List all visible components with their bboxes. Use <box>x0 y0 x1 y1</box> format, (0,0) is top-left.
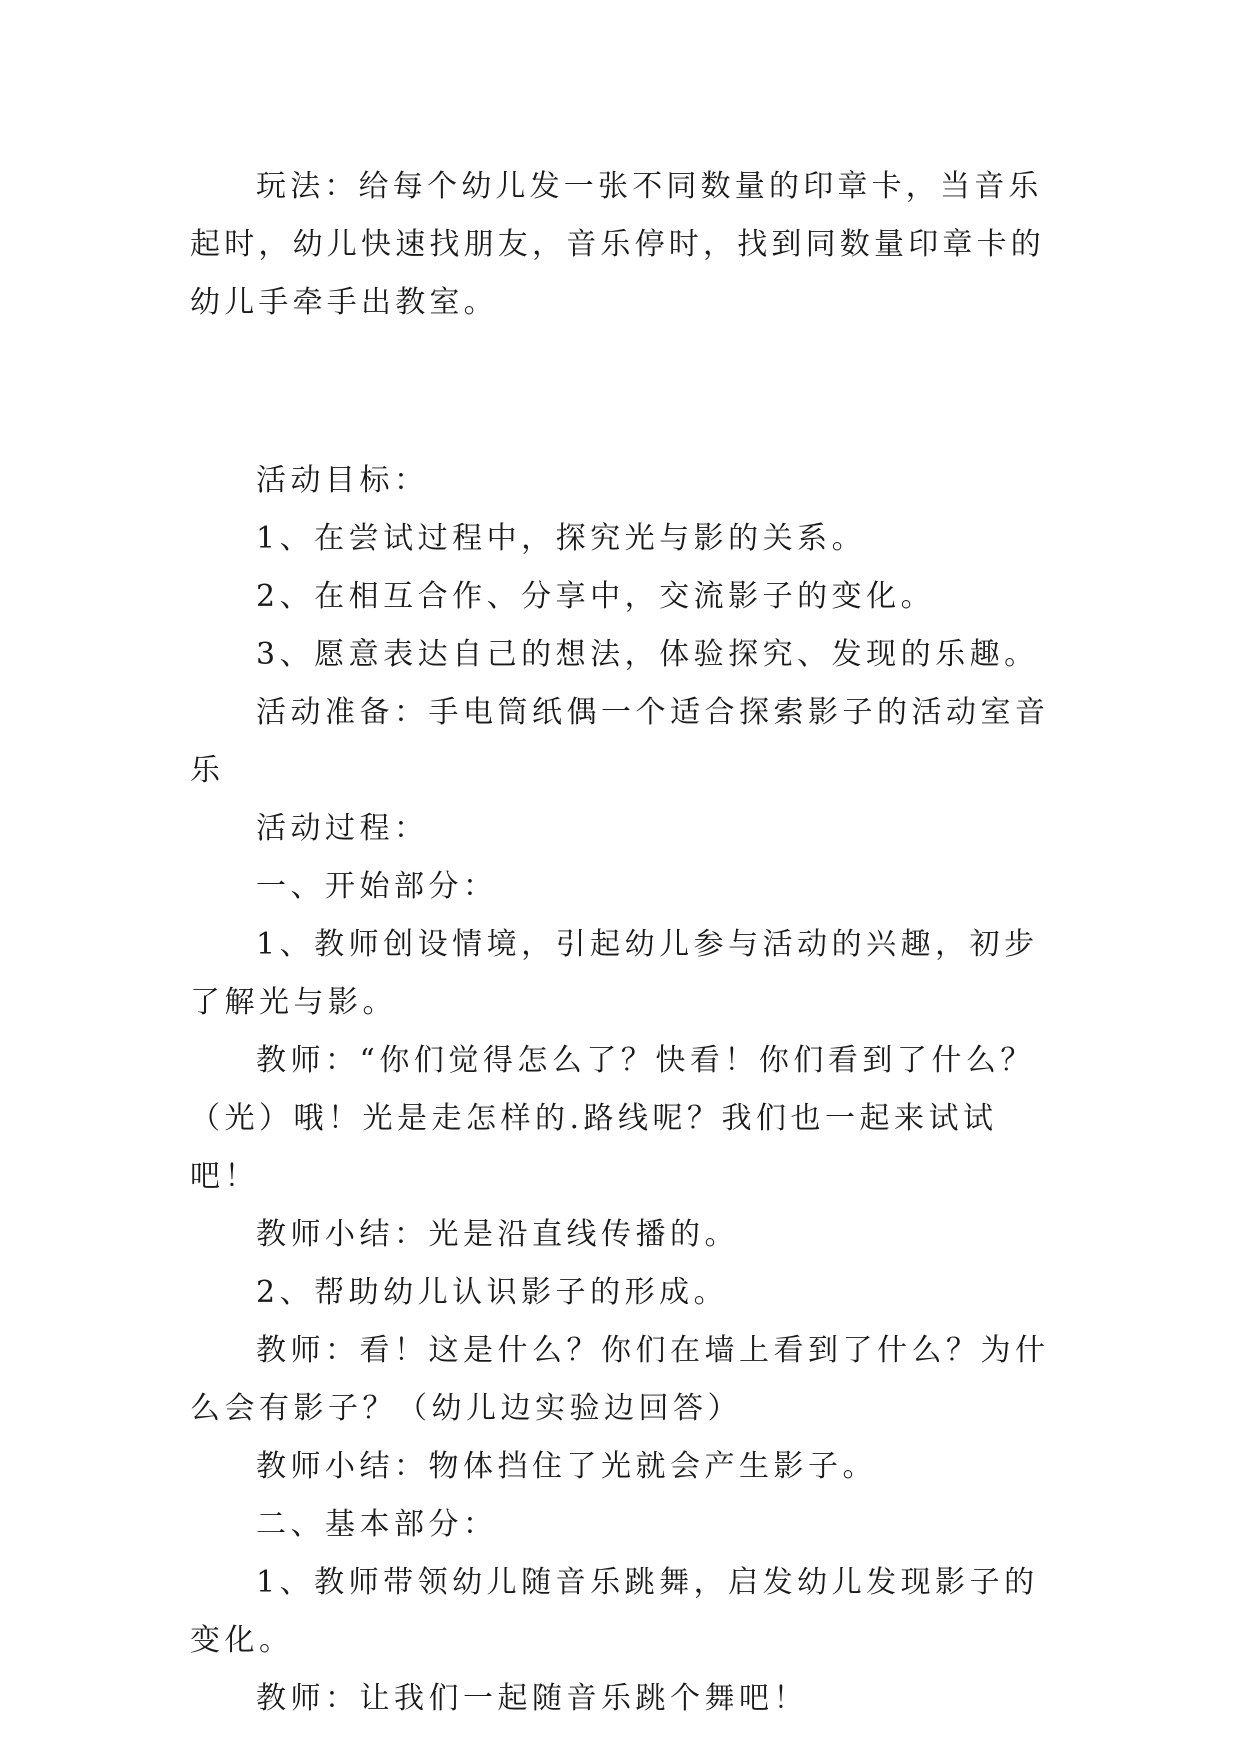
goal-item-3: 3、愿意表达自己的想法，体验探究、发现的乐趣。 <box>256 637 1039 672</box>
teacher-summary-2: 教师小结：物体挡住了光就会产生影子。 <box>256 1449 877 1484</box>
heading-activity-goals: 活动目标： <box>256 463 429 498</box>
heading-activity-process: 活动过程： <box>256 811 429 846</box>
document-body <box>190 158 1050 1728</box>
teacher-summary-1: 教师小结：光是沿直线传播的。 <box>256 1217 739 1252</box>
paragraph-game-rules: 玩法：给每个幼儿发一张不同数量的印章卡，当音乐起时，幼儿快速找朋友，音乐停时，找到同数量印章卡的幼儿手牵手出教室。 <box>190 169 1045 320</box>
teacher-dialogue-2: 教师：看！这是什么？你们在墙上看到了什么？为什么会有影子？（幼儿边实验边回答） <box>190 1333 1050 1426</box>
step-2-paragraph: 2、帮助幼儿认识影子的形成。 <box>256 1275 729 1310</box>
goal-item-1: 1、在尝试过程中，探究光与影的关系。 <box>256 521 867 556</box>
activity-preparation: 活动准备：手电筒纸偶一个适合探索影子的活动室音乐 <box>190 695 1050 788</box>
basic-step-1-paragraph: 1、教师带领幼儿随音乐跳舞，启发幼儿发现影子的变化。 <box>190 1565 1039 1658</box>
section-heading-start: 一、开始部分： <box>256 869 498 904</box>
section-heading-basic: 二、基本部分： <box>256 1507 498 1542</box>
step-1-paragraph: 1、教师创设情境，引起幼儿参与活动的兴趣，初步了解光与影。 <box>190 927 1039 1020</box>
teacher-dialogue-1: 教师：“你们觉得怎么了？快看！你们看到了什么？（光）哦！光是走怎样的.路线呢？我们也一起来试试吧！ <box>190 1043 1035 1194</box>
goal-item-2: 2、在相互合作、分享中，交流影子的变化。 <box>256 579 936 614</box>
teacher-dialogue-3: 教师：让我们一起随音乐跳个舞吧！ <box>256 1681 808 1716</box>
